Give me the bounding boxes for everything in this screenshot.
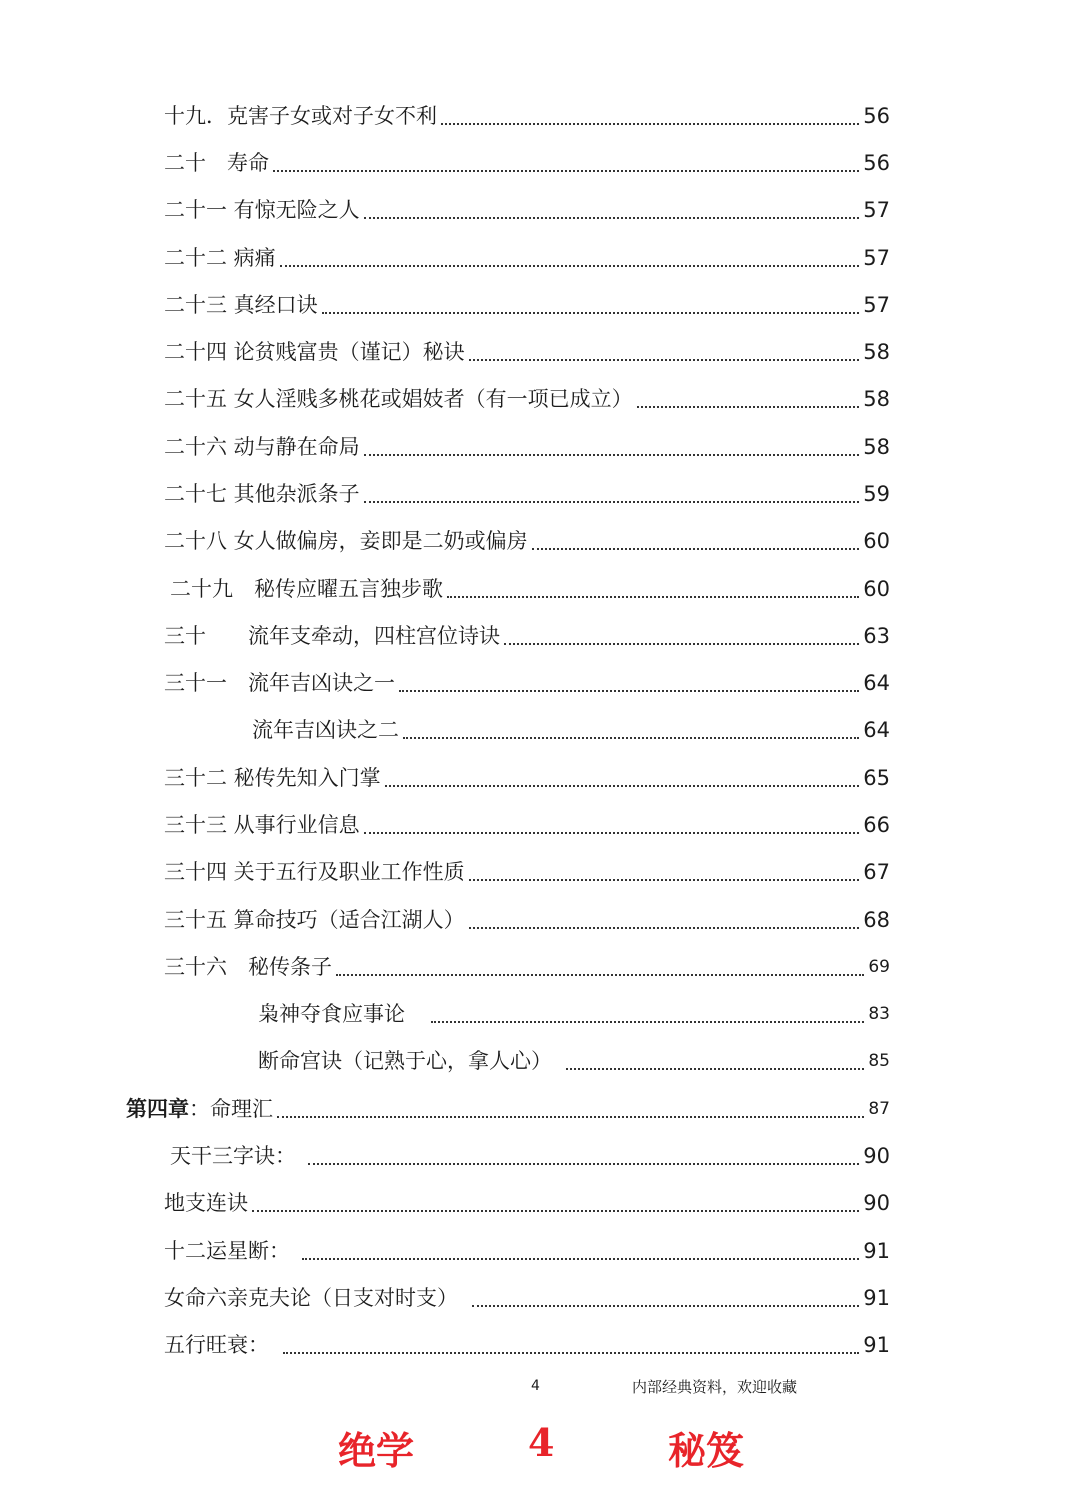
- toc-entry-page: 66: [863, 813, 890, 837]
- banner-right-text: 秘笈: [668, 1428, 745, 1473]
- dot-leader: [403, 737, 859, 739]
- dot-leader: [283, 1352, 859, 1354]
- toc-entry-page: 64: [863, 671, 890, 695]
- toc-entry-number: 二十五: [164, 387, 227, 411]
- toc-entry-page: 64: [863, 718, 890, 742]
- toc-entry-page: 67: [863, 860, 890, 884]
- toc-entry-page: 65: [863, 766, 890, 790]
- toc-entry-title: 五行旺衰：: [164, 1333, 269, 1357]
- dot-leader: [469, 927, 860, 929]
- toc-entry-title: 秘传应曜五言独步歌: [233, 577, 443, 601]
- toc-entry: [0, 755, 1080, 802]
- dot-leader: [273, 170, 859, 172]
- dot-leader: [441, 123, 859, 125]
- toc-entry-page: 57: [863, 293, 890, 317]
- toc-entry-title: 真经口诀: [227, 293, 318, 317]
- toc-entry-title: 女人淫贱多桃花或娼妓者（有一项已成立）: [227, 387, 633, 411]
- toc-entry-page: 58: [863, 387, 890, 411]
- dot-leader: [364, 217, 860, 219]
- toc-entry: [0, 1228, 1080, 1275]
- toc-entry-number: 二十: [164, 151, 227, 175]
- toc-entry-page: 58: [863, 435, 890, 459]
- toc-entry: [0, 187, 1080, 234]
- toc-entry-title: 克害子女或对子女不利: [227, 104, 437, 128]
- toc-entry-page: 59: [863, 482, 890, 506]
- toc-entry: [0, 1275, 1080, 1322]
- toc-entry-title: 论贫贱富贵（谨记）秘诀: [227, 340, 465, 364]
- toc-entry-page: 90: [863, 1191, 890, 1215]
- toc-entry: [0, 1133, 1080, 1180]
- toc-entry-number: 三十二: [164, 766, 227, 790]
- dot-leader: [469, 359, 860, 361]
- toc-entry-number: 三十五: [164, 908, 227, 932]
- toc-entry-page: 60: [863, 529, 890, 553]
- toc-entry: [0, 802, 1080, 849]
- toc-entry-number: 二十八: [164, 529, 227, 553]
- toc-entry: [0, 1038, 1080, 1085]
- toc-entry-number: 二十一: [164, 198, 227, 222]
- toc-entry-title: 算命技巧（适合江湖人）: [227, 908, 465, 932]
- toc-entry-title: 女命六亲克夫论（日支对时支）: [164, 1286, 458, 1310]
- footer-note: 内部经典资料，欢迎收藏: [632, 1378, 798, 1396]
- toc-entry-title: 秘传先知入门掌: [227, 766, 381, 790]
- toc-entry: [0, 707, 1080, 754]
- toc-entry: [0, 944, 1080, 991]
- toc-entry: [0, 849, 1080, 896]
- toc-entry-page: 87: [868, 1099, 890, 1119]
- toc-entry-page: 57: [863, 198, 890, 222]
- dot-leader: [364, 501, 860, 503]
- toc-entry: [0, 93, 1080, 140]
- toc-entry-page: 85: [868, 1051, 890, 1071]
- chapter-label: 第四章: [126, 1097, 189, 1121]
- toc-entry-number: 三十一: [164, 671, 227, 695]
- toc-entry: [0, 140, 1080, 187]
- toc-entry: [0, 1322, 1080, 1369]
- toc-entry-title: 十二运星断：: [164, 1239, 290, 1263]
- toc-entry: [0, 471, 1080, 518]
- toc-entry-title: 其他杂派条子: [227, 482, 360, 506]
- toc-entry-page: 63: [863, 624, 890, 648]
- dot-leader: [385, 785, 860, 787]
- toc-entry-title: 动与静在命局: [227, 435, 360, 459]
- toc-entry-title: 流年吉凶诀之二: [252, 718, 399, 742]
- dot-leader: [280, 265, 860, 267]
- toc-entry: [0, 1180, 1080, 1227]
- toc-entry-title: 枭神夺食应事论: [258, 1002, 405, 1026]
- toc-entry-page: 60: [863, 577, 890, 601]
- toc-entry-page: 69: [868, 957, 890, 977]
- dot-leader: [336, 974, 864, 976]
- toc-entry-title: 寿命: [227, 151, 269, 175]
- toc-entry-page: 90: [863, 1144, 890, 1168]
- toc-entry-number: 二十二: [164, 246, 227, 270]
- toc-entry-number: 三十六: [164, 955, 227, 979]
- dot-leader: [364, 454, 860, 456]
- dot-leader: [472, 1305, 859, 1307]
- toc-entry-title: 从事行业信息: [227, 813, 360, 837]
- toc-entry-number: 二十九: [170, 577, 233, 601]
- toc-entry-title: 流年吉凶诀之一: [227, 671, 395, 695]
- dot-leader: [504, 643, 859, 645]
- toc-entry-page: 68: [863, 908, 890, 932]
- toc-entry-title: 女人做偏房，妾即是二奶或偏房: [227, 529, 528, 553]
- toc-entry-page: 58: [863, 340, 890, 364]
- dot-leader: [637, 406, 860, 408]
- toc-entry-number: 十九．: [164, 104, 227, 128]
- footer-page-number: 4: [531, 1378, 540, 1394]
- dot-leader: [302, 1258, 859, 1260]
- toc-entry: [0, 376, 1080, 423]
- toc-entry-number: 三十三: [164, 813, 227, 837]
- toc-entry-title: 有惊无险之人: [227, 198, 360, 222]
- dot-leader: [566, 1068, 864, 1070]
- dot-leader: [447, 596, 859, 598]
- dot-leader: [308, 1163, 859, 1165]
- toc-entry: [0, 991, 1080, 1038]
- dot-leader: [322, 312, 860, 314]
- banner-page-number: 4: [528, 1420, 555, 1465]
- banner-left-text: 绝学: [338, 1428, 415, 1473]
- toc-entry: [0, 897, 1080, 944]
- dot-leader: [277, 1116, 864, 1118]
- toc-entry: [0, 660, 1080, 707]
- toc-entry: [0, 282, 1080, 329]
- toc-entry-number: 二十三: [164, 293, 227, 317]
- toc-entry-page: 91: [863, 1333, 890, 1357]
- toc-entry-number: 二十七: [164, 482, 227, 506]
- toc-entry-title: 地支连诀: [164, 1191, 248, 1215]
- toc-entry-title: 流年支牵动，四柱宫位诗诀: [206, 624, 500, 648]
- dot-leader: [469, 879, 860, 881]
- toc-entry: [0, 613, 1080, 660]
- toc-entry: [0, 424, 1080, 471]
- dot-leader: [364, 832, 860, 834]
- toc-entry-page: 57: [863, 246, 890, 270]
- toc-entry-title: 病痛: [227, 246, 276, 270]
- dot-leader: [532, 548, 860, 550]
- toc-entry-number: 二十四: [164, 340, 227, 364]
- toc-entry-title: 秘传条子: [227, 955, 332, 979]
- toc-entry-page: 91: [863, 1239, 890, 1263]
- toc-entry: [0, 518, 1080, 565]
- toc-entry-title: 天干三字诀：: [170, 1144, 296, 1168]
- toc-entry-number: 三十: [164, 624, 206, 648]
- dot-leader: [252, 1210, 859, 1212]
- toc-entry-page: 83: [868, 1004, 890, 1024]
- toc-entry-number: 二十六: [164, 435, 227, 459]
- toc-entry-title: 关于五行及职业工作性质: [227, 860, 465, 884]
- toc-entry: [0, 329, 1080, 376]
- toc-entry-title: ：命理汇: [189, 1097, 273, 1121]
- toc-entry-page: 56: [863, 151, 890, 175]
- toc-entry-page: 56: [863, 104, 890, 128]
- toc-entry: [0, 235, 1080, 282]
- toc-entry: [0, 566, 1080, 613]
- toc-chapter-entry: [0, 1086, 1080, 1133]
- toc-entry-title: 断命宫诀（记熟于心，拿人心）: [258, 1049, 552, 1073]
- toc-entry-page: 91: [863, 1286, 890, 1310]
- toc-entry-number: 三十四: [164, 860, 227, 884]
- dot-leader: [431, 1021, 864, 1023]
- dot-leader: [399, 690, 859, 692]
